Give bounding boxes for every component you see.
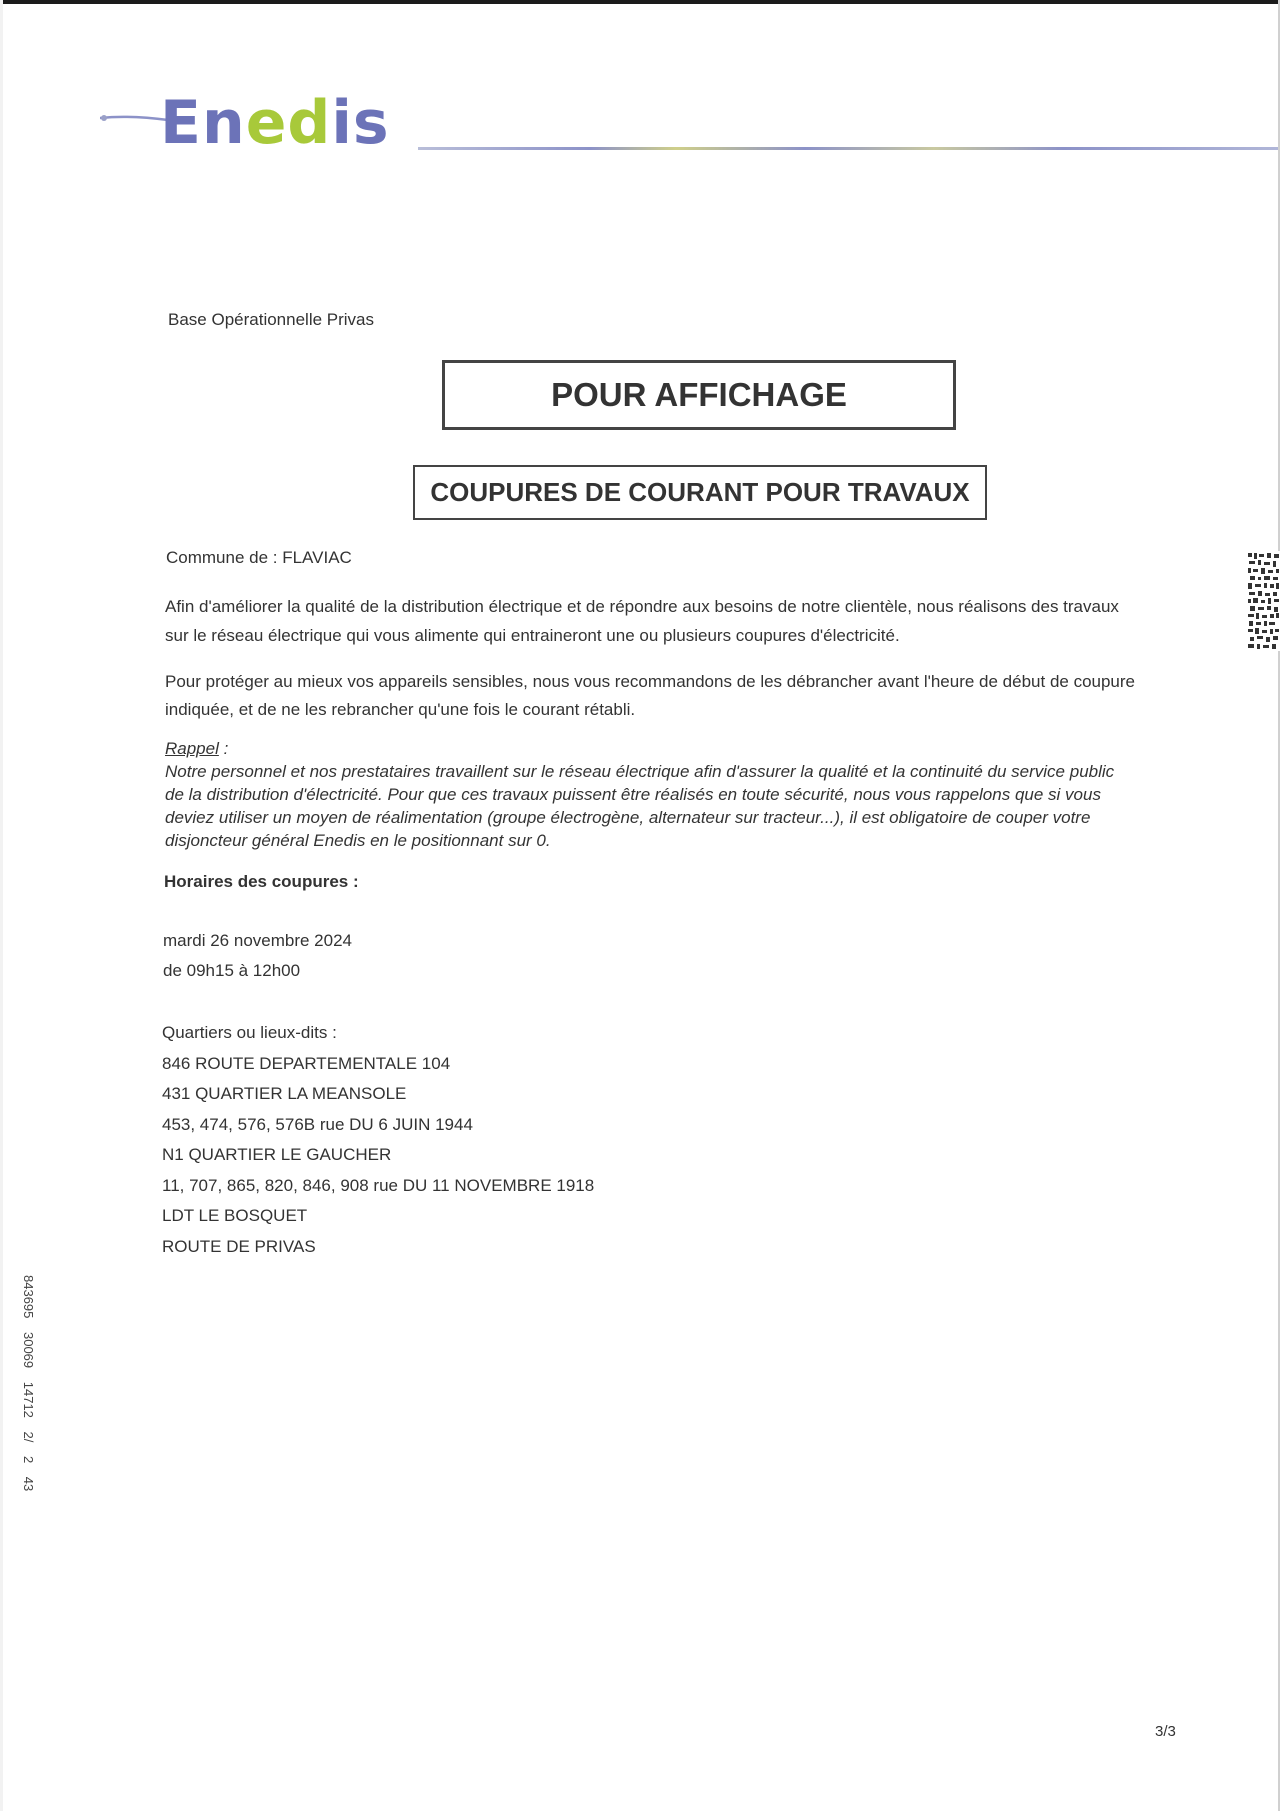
location-item: LDT LE BOSQUET	[162, 1206, 308, 1225]
logo-wordmark: Enedis	[160, 88, 390, 158]
banner-title	[442, 360, 956, 430]
location-item: 453, 474, 576, 576B rue DU 6 JUIN 1944	[162, 1115, 473, 1134]
location-item: 846 ROUTE DEPARTEMENTALE 104	[162, 1054, 451, 1073]
location-item: 11, 707, 865, 820, 846, 908 rue DU 11 NOVEMBRE 1918	[162, 1176, 595, 1195]
header-rule	[418, 147, 1278, 150]
margin-code: 843695 30069 14712 2/ 2 43	[21, 1275, 36, 1492]
rappel-colon: :	[218, 739, 229, 758]
rappel-line: Notre personnel et nos prestataires travaillent sur le réseau électrique afin d'assurer la qualité et la continuité du service public	[165, 762, 1115, 781]
enedis-logo	[100, 88, 430, 162]
commune-label: Commune de : FLAVIAC	[166, 548, 352, 567]
location-item: N1 QUARTIER LE GAUCHER	[162, 1145, 392, 1164]
base-label: Base Opérationnelle Privas	[168, 310, 375, 329]
location-item: 431 QUARTIER LA MEANSOLE	[162, 1084, 407, 1103]
rappel-line: deviez utiliser un moyen de réalimentation (groupe électrogène, alternateur sur tracteur...), il est obligatoire de couper votre	[165, 808, 1091, 827]
rappel-line: disjoncteur général Enedis en le positionnant sur 0.	[165, 831, 551, 850]
banner-subtitle-text: COUPURES DE COURANT POUR TRAVAUX	[430, 477, 970, 507]
rappel-title: Rappel	[165, 739, 219, 758]
banner-subtitle	[413, 465, 987, 520]
paragraph-2-line-2: indiquée, et de ne les rebrancher qu'une fois le courant rétabli.	[165, 700, 636, 719]
paragraph-1-line-1: Afin d'améliorer la qualité de la distribution électrique et de répondre aux besoins de notre clientèle, nous réalisons des travaux	[165, 597, 1119, 616]
locations-heading: Quartiers ou lieux-dits :	[162, 1023, 337, 1042]
rappel-line: de la distribution d'électricité. Pour que ces travaux puissent être réalisés en toute sécurité, nous vous rappelons que si vous	[165, 785, 1101, 804]
schedule-time: de 09h15 à 12h00	[163, 961, 301, 980]
rappel-block	[165, 737, 1195, 852]
banner-title-text: POUR AFFICHAGE	[551, 376, 847, 413]
paragraph-1-line-2: sur le réseau électrique qui vous alimente qui entraineront une ou plusieurs coupures d'électricité.	[165, 626, 900, 645]
scan-edge-top	[0, 0, 1280, 4]
paragraph-2-line-1: Pour protéger au mieux vos appareils sensibles, nous vous recommandons de les débrancher avant l'heure de début de coupure	[165, 672, 1136, 691]
page-number: 3/3	[1155, 1723, 1176, 1740]
schedule-date: mardi 26 novembre 2024	[163, 931, 353, 950]
scan-edge-left	[0, 0, 3, 1811]
qr-code-icon	[1247, 551, 1280, 651]
schedule-heading: Horaires des coupures :	[164, 872, 359, 891]
rappel-heading	[165, 737, 1195, 760]
location-item: ROUTE DE PRIVAS	[162, 1237, 316, 1256]
